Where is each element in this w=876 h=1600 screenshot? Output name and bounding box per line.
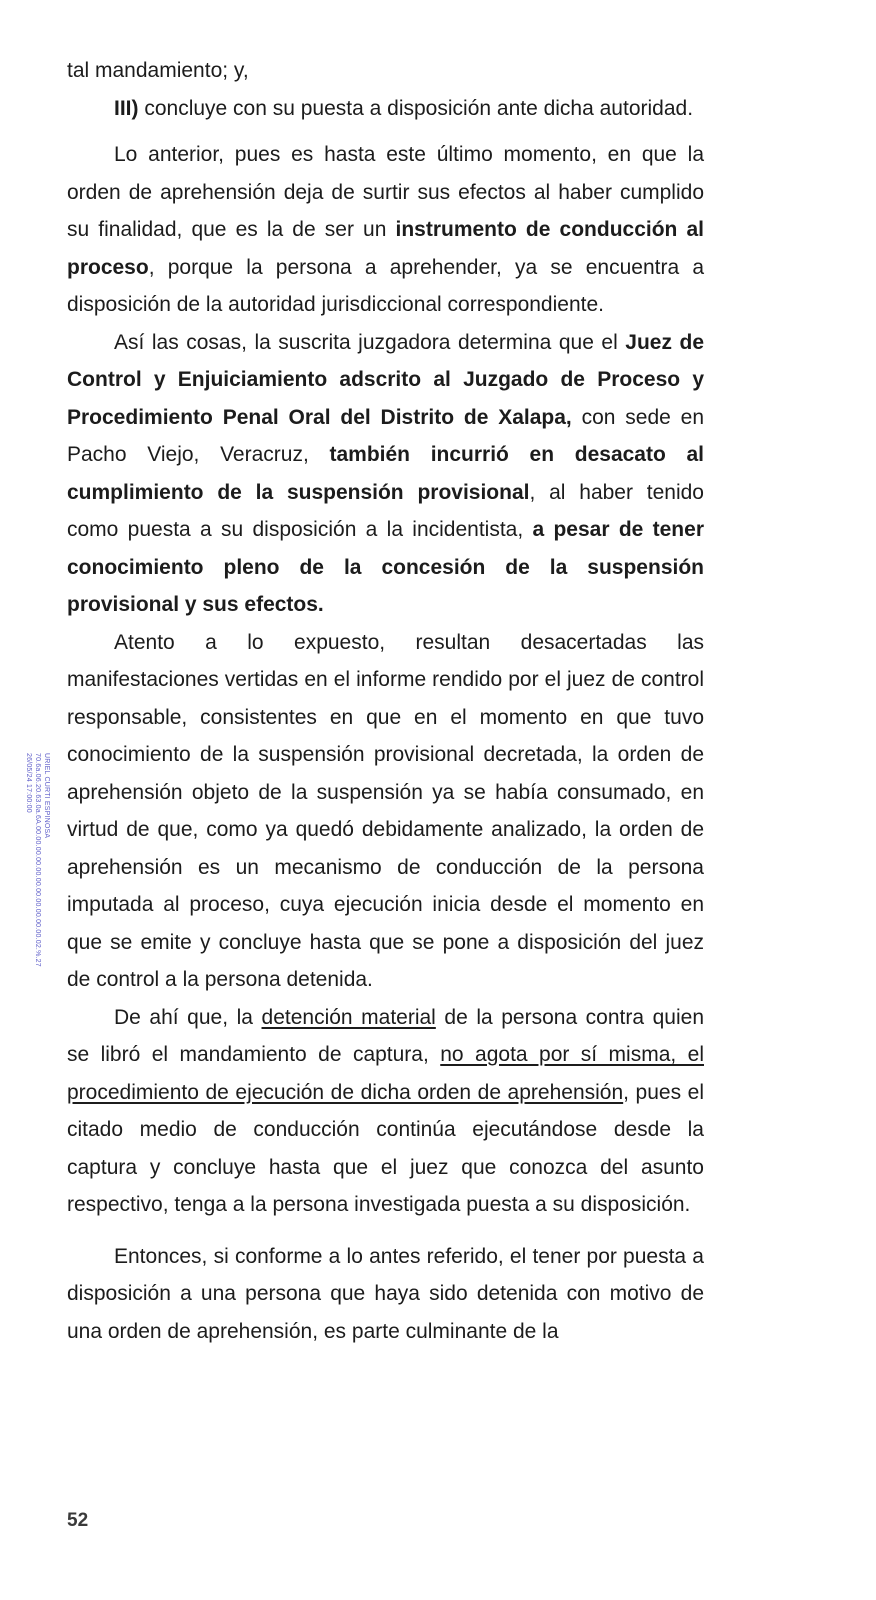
paragraph [67,624,704,999]
paragraph [67,52,704,90]
text-run: , porque la persona a aprehender, ya se encuentra a disposición de la autoridad jurisdiccional correspondiente. [67,255,704,316]
text-run: Entonces, si conforme a lo antes referido, el tener por puesta a disposición a una persona que haya sido detenida con motivo de una orden de aprehensión, es parte culminante de la [67,1244,704,1343]
bold-text-run: Juez de Control y Enjuiciamiento adscrito al Juzgado de Proceso y Procedimiento Penal Oral del Distrito de Xalapa, [67,330,704,429]
stamp-line: 70.6a.06.20.63.0a.6A.00.00.00.00.00.00.00.00.00.00.00.02.%.27 [34,753,41,967]
body-text [67,52,704,1350]
underlined-text-run: no agota por sí misma, el procedimiento de ejecución de dicha orden de aprehensión [67,1043,704,1104]
signature-stamp [24,753,51,1015]
text-run: Así las cosas, la suscrita juzgadora determina que el [114,330,626,354]
paragraph [67,324,704,624]
text-run: , pues el citado medio de conducción continúa ejecutándose desde la captura y concluye hasta que el juez que conozca del asunto respectivo, tenga a la persona investigada puesta a su disposición. [67,1080,704,1216]
bold-text-run: instrumento de conducción al proceso [67,218,704,279]
text-run: De ahí que, la [114,1005,262,1029]
stamp-line: URIEL CURTI ESPINOSA [43,753,50,839]
page-number: 52 [67,1510,89,1531]
text-run: tal mandamiento; y, [67,59,249,82]
text-run: de la persona contra quien se libró el mandamiento de captura, [67,1005,704,1066]
stamp-line: 26/05/24 17:00:00 [25,753,32,813]
paragraph [67,999,704,1224]
paragraph [67,90,704,128]
paragraph [67,1238,704,1351]
underlined-text-run: detención material [261,1005,436,1029]
text-run: Atento a lo expuesto, resultan desacertadas las manifestaciones vertidas en el informe rendido por el juez de control responsable, consistentes en que en el momento en que tuvo conocimiento de la suspensión provisional decretada, la orden de aprehensión objeto de la suspensión ya se había consumado, en virtud de que, como ya quedó debidamente analizado, la orden de aprehensión es un mecanismo de conducción de la persona imputada al proceso, cuya ejecución inicia desde el momento en que se emite y concluye hasta que se pone a disposición del juez de control a la persona detenida. [67,630,704,991]
paragraph [67,136,704,324]
text-run: con sede en Pacho Viejo, Veracruz, [67,405,704,466]
bold-text-run: también incurrió en desacato al cumplimiento de la suspensión provisional [67,443,705,504]
bold-text-run: III) [114,96,139,120]
bold-text-run: a pesar de tener conocimiento pleno de la concesión de la suspensión provisional y sus efectos. [67,518,704,616]
text-run: Lo anterior, pues es hasta este último momento, en que la orden de aprehensión deja de surtir sus efectos al haber cumplido su finalidad, que es la de ser un [67,143,704,241]
text-run: , al haber tenido como puesta a su disposición a la incidentista, [67,480,704,541]
text-run: concluye con su puesta a disposición ante dicha autoridad. [138,96,694,120]
